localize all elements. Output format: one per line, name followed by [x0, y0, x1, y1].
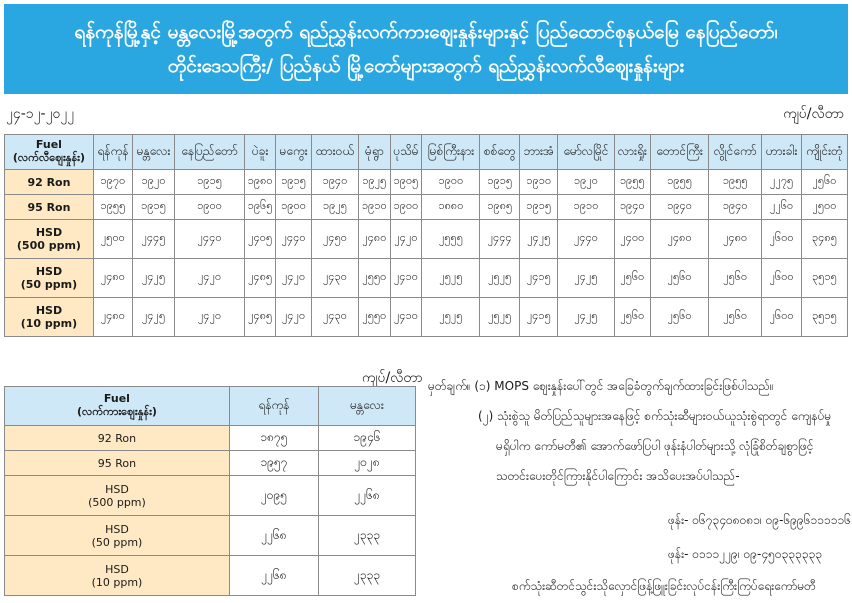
city-column-header: မန္တလေး — [132, 135, 174, 170]
price-cell: ၂၅၅၅ — [422, 220, 480, 259]
fuel-type-cell — [5, 426, 230, 451]
price-cell: ၂၅၆၀ — [614, 259, 651, 298]
price-cell: ၃၅၁၅ — [801, 259, 847, 298]
page-header — [4, 4, 848, 94]
price-cell: ၁၉၄၀ — [651, 195, 709, 220]
price-cell: ၂၄၄၀ — [276, 220, 311, 259]
price-cell: ၂၆၀၀ — [762, 220, 802, 259]
city-column-header: ရန်ကုန် — [93, 135, 132, 170]
fuel-type-cell — [5, 170, 94, 195]
note-2-line3: သတင်းပေးတိုင်ကြားနိုင်ပါကြောင်း အသိပေးအပ်ပါသည်- — [496, 469, 740, 483]
price-cell: ၁၉၄၀ — [614, 195, 651, 220]
table-row — [5, 426, 416, 451]
price-cell: ၂၅၆၀ — [801, 170, 847, 195]
price-cell: ၂၄၂၀ — [175, 298, 245, 337]
fuel-type-grade: (10 ppm) — [20, 317, 78, 330]
note-2-line2: မရှိပါက ကော်မတီ၏ အောက်ဖော်ပြပါ ဖုန်းနံပါတ်များသို့ လုံခြုံစိတ်ချစွာဖြင့် — [496, 439, 814, 453]
fuel-type-cell — [5, 220, 94, 259]
price-cell: ၁၉၂၀ — [558, 170, 614, 195]
price-cell: ၂၄၁၅ — [520, 259, 558, 298]
price-cell: ၁၉၁၅ — [175, 170, 245, 195]
fuel-type-grade: (10 ppm) — [91, 575, 143, 589]
fuel-type-name: HSD — [35, 226, 63, 239]
price-cell: ၁၉၀၀ — [175, 195, 245, 220]
price-cell: ၃၄၈၅ — [801, 220, 847, 259]
price-cell: ၂၄၄၀ — [558, 220, 614, 259]
price-cell: ၂၅၂၅ — [422, 259, 480, 298]
price-cell: ၂၄၄၅ — [132, 220, 174, 259]
city-column-header: ကျိုင်းတုံ — [801, 135, 847, 170]
unit-label-retail: ကျပ်/လီတာ — [783, 106, 844, 122]
price-cell: ၂၀၉၅ — [229, 476, 318, 516]
price-cell: ၂၀၂၈ — [319, 451, 416, 476]
table-row — [5, 298, 848, 337]
price-cell: ၁၈၇၅ — [229, 426, 318, 451]
price-cell: ၁၉၁၅ — [276, 170, 311, 195]
price-cell: ၂၄၁၅ — [520, 298, 558, 337]
price-cell: ၁၉၁၀ — [359, 195, 390, 220]
price-cell: ၂၅၆၀ — [709, 298, 762, 337]
fuel-type-cell — [5, 298, 94, 337]
price-cell: ၁၉၅၅ — [651, 170, 709, 195]
price-cell: ၁၉၅၇ — [229, 451, 318, 476]
fuel-type-grade: (50 ppm) — [91, 535, 143, 549]
city-column-header: ရန်ကုန် — [229, 387, 318, 426]
price-cell: ၂၄၄၄ — [480, 220, 520, 259]
city-column-header: မော်လမြိုင် — [558, 135, 614, 170]
fuel-type-cell — [5, 451, 230, 476]
price-cell: ၂၂၆၈ — [229, 516, 318, 556]
note-1: မှတ်ချက်။ (၁) MOPS ဈေးနှုန်းပေါ်တွင် အခြေခံတွက်ချက်ထားခြင်းဖြစ်ပါသည်။ — [428, 379, 774, 393]
price-cell: ၂၄၂၅ — [132, 259, 174, 298]
price-cell: ၂၄၂၀ — [175, 259, 245, 298]
price-cell: ၃၅၁၅ — [801, 298, 847, 337]
header-title-line2: တိုင်းဒေသကြီး/ ပြည်နယ် မြို့တော်များအတွက် ရည်ညွှန်းလက်လီဈေးနှုန်းများ — [167, 55, 685, 77]
fuel-type-grade: (500 ppm) — [88, 495, 146, 509]
fuel-header-sublabel: (လက်လီဈေးနှုန်း) — [12, 150, 85, 164]
price-cell: ၂၄၈၀ — [359, 220, 390, 259]
fuel-type-name: HSD — [105, 522, 129, 536]
fuel-type-name: 92 Ron — [97, 431, 137, 445]
price-cell: ၁၉၁၀ — [520, 170, 558, 195]
fuel-type-name: HSD — [35, 304, 63, 317]
city-column-header: စစ်တွေ — [480, 135, 520, 170]
table-row — [5, 451, 416, 476]
fuel-type-cell — [5, 476, 230, 516]
price-cell: ၁၉၅၅ — [93, 195, 132, 220]
fuel-type-name: HSD — [105, 482, 129, 496]
price-cell: ၁၈၈၀ — [422, 195, 480, 220]
price-cell: ၂၄၄၀ — [175, 220, 245, 259]
fuel-header-sublabel: (လက်ကားဈေးနှုန်း) — [77, 404, 157, 418]
price-cell: ၂၄၈၀ — [709, 220, 762, 259]
price-cell: ၂၅၆၀ — [614, 298, 651, 337]
price-cell: ၂၅၂၅ — [422, 298, 480, 337]
city-column-header: နေပြည်တော် — [175, 135, 245, 170]
retail-price-table — [4, 134, 848, 337]
price-cell: ၁၉၄၀ — [311, 170, 358, 195]
price-cell: ၁၉၅၅ — [709, 170, 762, 195]
city-column-header: မုံရွာ — [359, 135, 390, 170]
city-column-header: မြစ်ကြီးနား — [422, 135, 480, 170]
price-cell: ၂၅၆၀ — [651, 298, 709, 337]
price-cell: ၁၉၈၀ — [244, 170, 275, 195]
fuel-type-name: 95 Ron — [27, 200, 71, 214]
table-row — [5, 195, 848, 220]
city-column-header: လားရှိုး — [614, 135, 651, 170]
fuel-column-header — [5, 387, 230, 426]
fuel-type-name: 95 Ron — [97, 456, 137, 470]
price-cell: ၂၄၁၀ — [390, 259, 422, 298]
table-row — [5, 516, 416, 556]
price-cell: ၂၅၆၀ — [709, 259, 762, 298]
price-cell: ၂၄၀၅ — [244, 220, 275, 259]
fuel-type-cell — [5, 516, 230, 556]
price-cell: ၁၉၅၅ — [614, 170, 651, 195]
price-cell: ၂၄၂၅ — [558, 298, 614, 337]
price-cell: ၂၄၃၀ — [311, 259, 358, 298]
price-cell: ၁၉၂၀ — [132, 170, 174, 195]
phone-line-1: ဖုန်း- ၀၆၇၃၄၀၈၀၈၁၊ ၀၉-၆၉၉၆၁၁၁၁၁၆ — [668, 513, 852, 527]
price-cell: ၁၉၀၀ — [422, 170, 480, 195]
header-title-line1: ရန်ကုန်မြို့နှင့် မန္တလေးမြို့အတွက် ရည်ညွှန်းလက်ကားဈေးနှုန်းများနှင့် ပြည်ထောင်စုနယ်မြေ နေပြည်တော်၊ — [74, 21, 778, 43]
fuel-type-name: HSD — [35, 265, 63, 278]
price-cell: ၁၉၁၅ — [132, 195, 174, 220]
price-cell: ၂၅၆၀ — [651, 259, 709, 298]
price-cell: ၁၉၂၅ — [311, 195, 358, 220]
price-cell: ၁၉၀၀ — [276, 195, 311, 220]
unit-label-wholesale: ကျပ်/လီတာ — [362, 370, 423, 386]
price-cell: ၁၉၀၅ — [390, 170, 422, 195]
price-cell: ၂၄၈၅ — [244, 298, 275, 337]
price-cell: ၂၅၅၀ — [359, 259, 390, 298]
fuel-type-cell — [5, 556, 230, 596]
city-column-header: ဟားခါး — [762, 135, 802, 170]
price-cell: ၂၆၀၀ — [762, 298, 802, 337]
fuel-type-cell — [5, 259, 94, 298]
fuel-column-header — [5, 135, 94, 170]
price-cell: ၂၄၀၀ — [614, 220, 651, 259]
fuel-type-name: 92 Ron — [27, 175, 71, 189]
table-row — [5, 476, 416, 516]
price-cell: ၂၄၅၀ — [311, 220, 358, 259]
fuel-header-label: Fuel — [103, 391, 130, 405]
price-cell: ၂၄၂၀ — [276, 259, 311, 298]
city-column-header: ပုသိမ် — [390, 135, 422, 170]
price-cell: ၂၄၈၀ — [651, 220, 709, 259]
price-cell: ၂၄၂၅ — [558, 259, 614, 298]
table-row — [5, 556, 416, 596]
table-row — [5, 259, 848, 298]
city-column-header: တောင်ကြီး — [651, 135, 709, 170]
price-cell: ၂၄၈၀ — [93, 298, 132, 337]
table-row — [5, 220, 848, 259]
price-cell: ၁၉၁၅ — [520, 195, 558, 220]
price-cell: ၂၄၂၅ — [520, 220, 558, 259]
price-cell: ၁၉၆၅ — [244, 195, 275, 220]
price-cell: ၁၉၄၆ — [319, 426, 416, 451]
price-cell: ၂၄၁၀ — [390, 298, 422, 337]
table-row — [5, 170, 848, 195]
price-cell: ၂၃၃၃ — [319, 556, 416, 596]
price-cell: ၂၂၇၅ — [762, 170, 802, 195]
city-column-header: ထားဝယ် — [311, 135, 358, 170]
price-cell: ၂၄၈၅ — [244, 259, 275, 298]
price-cell: ၂၄၂၀ — [276, 298, 311, 337]
committee-footer: စက်သုံးဆီတင်သွင်းသိုလှောင်ဖြန့်ဖြူးခြင်းလုပ်ငန်းကြီးကြပ်ရေးကော်မတီ — [512, 579, 816, 593]
city-column-header: လွိုင်ကော် — [709, 135, 762, 170]
price-cell: ၂၅၀၀ — [93, 220, 132, 259]
price-cell: ၂၅၂၅ — [480, 298, 520, 337]
wholesale-price-table — [4, 386, 416, 596]
city-column-header: ပဲခူး — [244, 135, 275, 170]
price-cell: ၁၉၈၅ — [480, 195, 520, 220]
city-column-header: မန္တလေး — [319, 387, 416, 426]
price-cell: ၂၂၆၈ — [229, 556, 318, 596]
price-cell: ၂၄၂၅ — [132, 298, 174, 337]
price-cell: ၁၉၁၀ — [558, 195, 614, 220]
price-cell: ၂၂၆၈ — [319, 476, 416, 516]
fuel-type-grade: (50 ppm) — [20, 278, 78, 291]
note-2-line1: (၂) သုံးစွဲသူ မိတ်ပြည်သူများအနေဖြင့် စက်သုံးဆီများဝယ်ယူသုံးစွဲရာတွင် ကျေနပ်မှု — [478, 409, 832, 423]
price-cell: ၂၂၆၀ — [762, 195, 802, 220]
fuel-type-name: HSD — [105, 562, 129, 576]
price-cell: ၂၄၃၀ — [311, 298, 358, 337]
price-cell: ၁၉၂၅ — [359, 170, 390, 195]
price-cell: ၂၆၀၀ — [762, 259, 802, 298]
city-column-header: မကွေး — [276, 135, 311, 170]
price-cell: ၂၅၅၀ — [359, 298, 390, 337]
publish-date: ၂၄-၁၂-၂၀၂၂ — [6, 106, 75, 122]
price-cell: ၂၃၃၃ — [319, 516, 416, 556]
price-cell: ၁၉၄၀ — [709, 195, 762, 220]
price-cell: ၂၅၂၅ — [480, 259, 520, 298]
price-cell: ၂၄၂၀ — [390, 220, 422, 259]
price-cell: ၂၅၀၀ — [801, 195, 847, 220]
price-cell: ၂၄၈၀ — [93, 259, 132, 298]
price-cell: ၁၉၁၅ — [480, 170, 520, 195]
fuel-type-cell — [5, 195, 94, 220]
fuel-header-label: Fuel — [35, 137, 62, 151]
city-column-header: ဘားအံ — [520, 135, 558, 170]
price-cell: ၁၉၇၀ — [93, 170, 132, 195]
price-cell: ၁၉၀၀ — [390, 195, 422, 220]
fuel-type-grade: (500 ppm) — [16, 239, 81, 252]
phone-line-2: ဖုန်း- ၀၁၁၁၂၂၉၊ ၀၉-၄၅၀၃၃၃၃၃၃ — [668, 547, 823, 561]
